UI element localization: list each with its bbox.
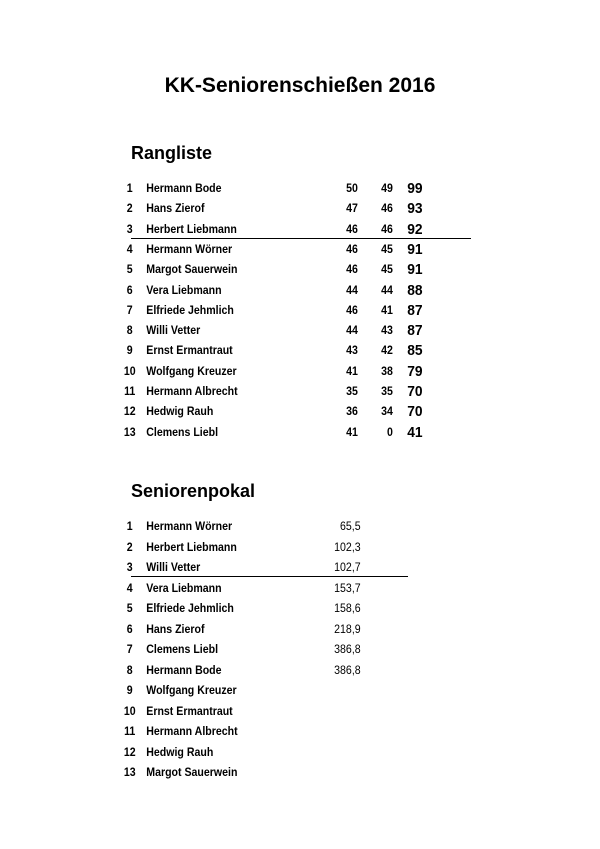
score-1-cell: 46: [346, 264, 358, 277]
rank-cell: 3: [126, 562, 133, 574]
rank-cell: 11: [124, 726, 136, 738]
score-1-cell: 50: [346, 183, 358, 195]
rangliste-heading: Rangliste: [131, 143, 213, 163]
rank-cell: 1: [126, 521, 133, 533]
rank-cell: 13: [123, 426, 136, 439]
table-row: [0, 641, 552, 659]
score-1-cell: 47: [346, 203, 358, 216]
value-cell: 218,9: [334, 623, 361, 636]
rank-cell: 4: [126, 243, 133, 256]
value-cell: 102,3: [334, 541, 361, 554]
rank-cell: 6: [126, 623, 133, 636]
rangliste-divider: [131, 238, 471, 239]
total-cell: 91: [407, 261, 423, 279]
name-cell: Hermann Bode: [146, 183, 222, 195]
name-cell: Vera Liebmann: [146, 582, 222, 595]
score-2-cell: 38: [381, 365, 393, 378]
table-row: [0, 600, 552, 618]
score-2-cell: 45: [381, 243, 393, 256]
total-cell: 99: [407, 180, 423, 197]
table-row: [0, 322, 552, 340]
seniorenpokal-heading: Seniorenpokal: [131, 481, 256, 501]
value-cell: 386,8: [334, 664, 361, 677]
value-cell: 153,7: [334, 582, 361, 595]
rank-cell: 7: [126, 644, 133, 656]
total-cell: 92: [407, 220, 423, 238]
score-1-cell: 41: [346, 365, 358, 378]
total-cell: 87: [407, 322, 423, 340]
rank-cell: 10: [123, 365, 136, 378]
total-cell: 70: [407, 403, 423, 421]
name-cell: Willi Vetter: [146, 562, 201, 574]
table-row: [0, 424, 552, 442]
table-row: [0, 302, 552, 320]
name-cell: Margot Sauerwein: [146, 767, 238, 779]
table-row: [0, 221, 552, 239]
name-cell: Hans Zierof: [146, 623, 205, 636]
total-cell: 88: [407, 281, 423, 299]
score-1-cell: 36: [346, 406, 358, 419]
rank-cell: 12: [123, 406, 136, 419]
name-cell: Elfriede Jehmlich: [146, 304, 234, 317]
score-2-cell: 0: [386, 426, 393, 439]
name-cell: Margot Sauerwein: [146, 264, 238, 277]
score-2-cell: 44: [381, 284, 393, 297]
name-cell: Vera Liebmann: [146, 284, 222, 297]
score-2-cell: 45: [381, 264, 393, 277]
rank-cell: 9: [126, 685, 133, 697]
name-cell: Willi Vetter: [146, 325, 201, 338]
score-2-cell: 46: [381, 203, 393, 216]
rank-cell: 10: [123, 705, 136, 718]
name-cell: Hermann Bode: [146, 664, 222, 677]
rank-cell: 5: [126, 603, 133, 615]
total-cell: 93: [407, 200, 423, 218]
table-row: [0, 518, 552, 536]
total-cell: 79: [407, 362, 423, 380]
score-1-cell: 44: [346, 325, 358, 338]
table-row: [0, 559, 552, 577]
table-row: [0, 282, 552, 300]
table-row: [0, 363, 552, 381]
rank-cell: 6: [126, 284, 133, 297]
total-cell: 91: [407, 240, 423, 258]
value-cell: 158,6: [334, 603, 361, 615]
score-2-cell: 35: [381, 386, 393, 398]
rank-cell: 13: [123, 767, 136, 779]
name-cell: Ernst Ermantraut: [146, 345, 233, 358]
table-row: [0, 580, 552, 598]
name-cell: Wolfgang Kreuzer: [146, 365, 237, 378]
rank-cell: 11: [124, 386, 136, 398]
name-cell: Hermann Wörner: [146, 243, 233, 256]
name-cell: Ernst Ermantraut: [146, 705, 233, 718]
score-1-cell: 35: [346, 386, 358, 398]
name-cell: Wolfgang Kreuzer: [146, 685, 237, 697]
name-cell: Hermann Wörner: [146, 521, 233, 533]
rank-cell: 12: [123, 746, 136, 759]
value-cell: 102,7: [334, 562, 361, 574]
name-cell: Hedwig Rauh: [146, 406, 214, 419]
table-row: [0, 621, 552, 639]
rank-cell: 8: [126, 325, 133, 338]
score-1-cell: 46: [346, 223, 358, 236]
table-row: [0, 539, 552, 557]
rank-cell: 3: [126, 223, 133, 236]
rank-cell: 8: [126, 664, 133, 677]
rank-cell: 4: [126, 582, 133, 595]
rank-cell: 5: [126, 264, 133, 277]
score-2-cell: 41: [381, 304, 393, 317]
name-cell: Herbert Liebmann: [146, 223, 237, 236]
page-title: KK-Seniorenschießen 2016: [164, 74, 436, 97]
name-cell: Herbert Liebmann: [146, 541, 237, 554]
total-cell: 41: [407, 423, 423, 441]
rank-cell: 7: [126, 304, 133, 317]
name-cell: Hans Zierof: [146, 203, 205, 216]
value-cell: 65,5: [340, 521, 361, 533]
rank-cell: 1: [126, 183, 133, 195]
name-cell: Clemens Liebl: [146, 644, 219, 656]
name-cell: Elfriede Jehmlich: [146, 603, 234, 615]
score-2-cell: 46: [381, 223, 393, 236]
score-2-cell: 49: [381, 183, 393, 195]
score-1-cell: 44: [346, 284, 358, 297]
score-2-cell: 34: [381, 406, 393, 419]
table-row: [0, 723, 552, 741]
table-row: [0, 662, 552, 680]
table-row: [0, 200, 552, 218]
score-2-cell: 42: [381, 345, 393, 358]
total-cell: 70: [407, 383, 423, 400]
name-cell: Hermann Albrecht: [146, 386, 238, 398]
value-cell: 386,8: [334, 644, 361, 656]
table-row: [0, 261, 552, 279]
name-cell: Clemens Liebl: [146, 426, 219, 439]
name-cell: Hedwig Rauh: [146, 746, 214, 759]
table-row: [0, 744, 552, 762]
rank-cell: 2: [126, 541, 133, 554]
total-cell: 87: [407, 301, 423, 319]
table-row: [0, 403, 552, 421]
rank-cell: 9: [126, 345, 133, 358]
table-row: [0, 764, 552, 782]
table-row: [0, 383, 552, 401]
table-row: [0, 180, 552, 198]
total-cell: 85: [407, 342, 423, 360]
score-1-cell: 46: [346, 304, 358, 317]
table-row: [0, 241, 552, 259]
score-2-cell: 43: [381, 325, 393, 338]
name-cell: Hermann Albrecht: [146, 726, 238, 738]
table-row: [0, 703, 552, 721]
score-1-cell: 43: [346, 345, 358, 358]
table-row: [0, 342, 552, 360]
score-1-cell: 41: [346, 426, 358, 439]
rank-cell: 2: [126, 203, 133, 216]
table-row: [0, 682, 552, 700]
score-1-cell: 46: [346, 243, 358, 256]
seniorenpokal-divider: [131, 576, 408, 577]
